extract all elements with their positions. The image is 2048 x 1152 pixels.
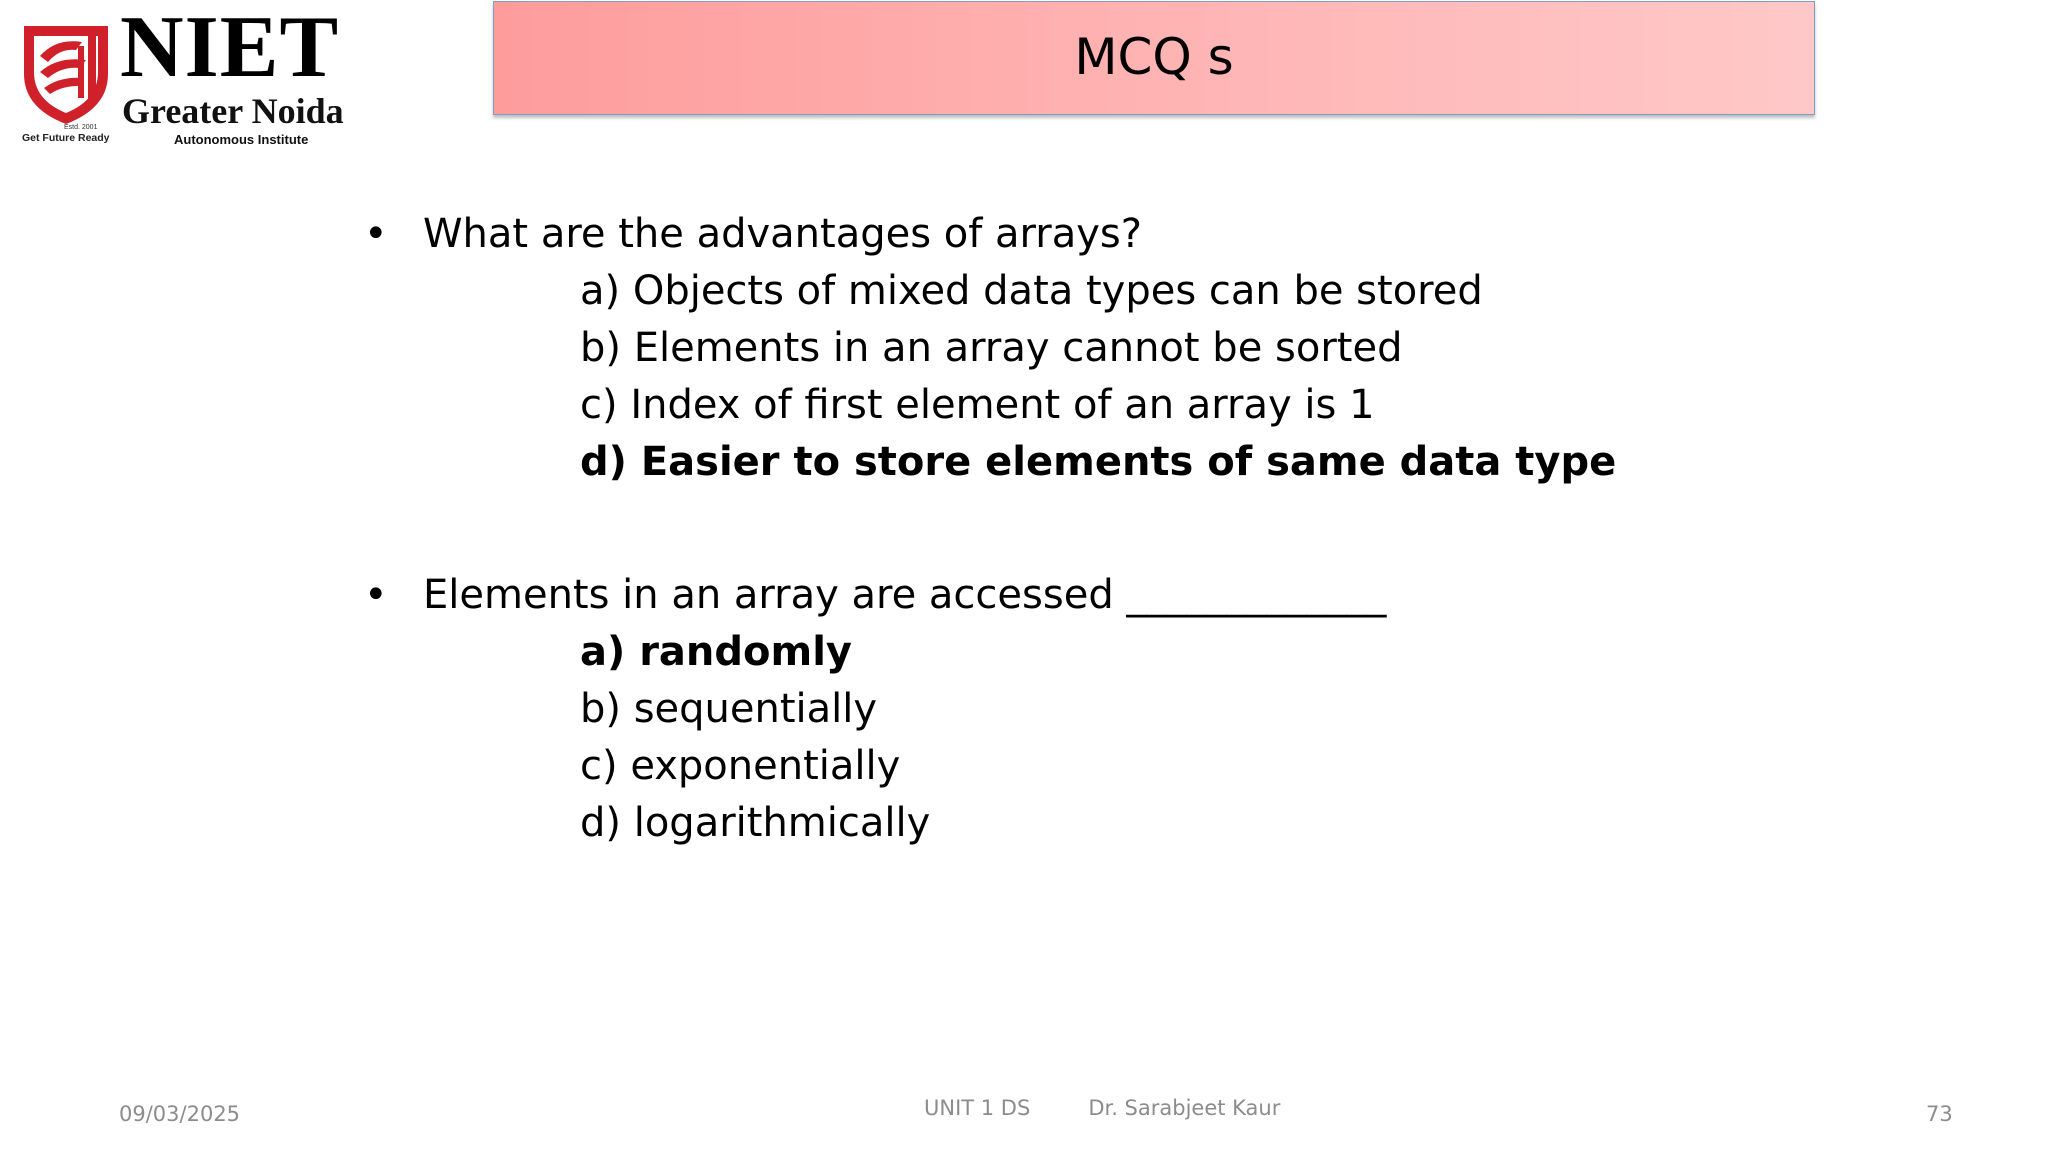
footer-unit: UNIT 1 DS <box>924 1096 1031 1120</box>
page-number: 73 <box>1926 1102 1953 1126</box>
question-1-option-d-answer: d) Easier to store elements of same data type <box>580 439 1617 485</box>
logo-city: Greater Noida <box>122 91 344 131</box>
question-2-option-c: c) exponentially <box>580 743 901 789</box>
question-2-option-d: d) logarithmically <box>580 800 931 846</box>
logo-name: NIET <box>120 0 340 96</box>
footer-date: 09/03/2025 <box>119 1102 241 1126</box>
footer-author: Dr. Sarabjeet Kaur <box>1088 1096 1281 1120</box>
question-2-option-a-answer: a) randomly <box>580 629 852 675</box>
bullet-2: • <box>364 572 388 618</box>
footer-center <box>924 1096 1280 1120</box>
question-2-option-b: b) sequentially <box>580 686 878 732</box>
bullet-1: • <box>364 211 388 257</box>
logo-subtitle: Autonomous Institute <box>174 132 309 147</box>
logo-tagline: Get Future Ready <box>22 132 110 144</box>
question-1-option-a: a) Objects of mixed data types can be stored <box>580 268 1483 314</box>
question-1-option-b: b) Elements in an array cannot be sorted <box>580 325 1403 371</box>
question-1-option-c: c) Index of first element of an array is 1 <box>580 382 1375 428</box>
slide-title: MCQ s <box>1074 28 1234 86</box>
logo-estd: Estd. 2001 <box>64 124 98 131</box>
question-2-text: Elements in an array are accessed _____________ <box>423 572 1387 618</box>
question-1-text: What are the advantages of arrays? <box>423 211 1142 257</box>
